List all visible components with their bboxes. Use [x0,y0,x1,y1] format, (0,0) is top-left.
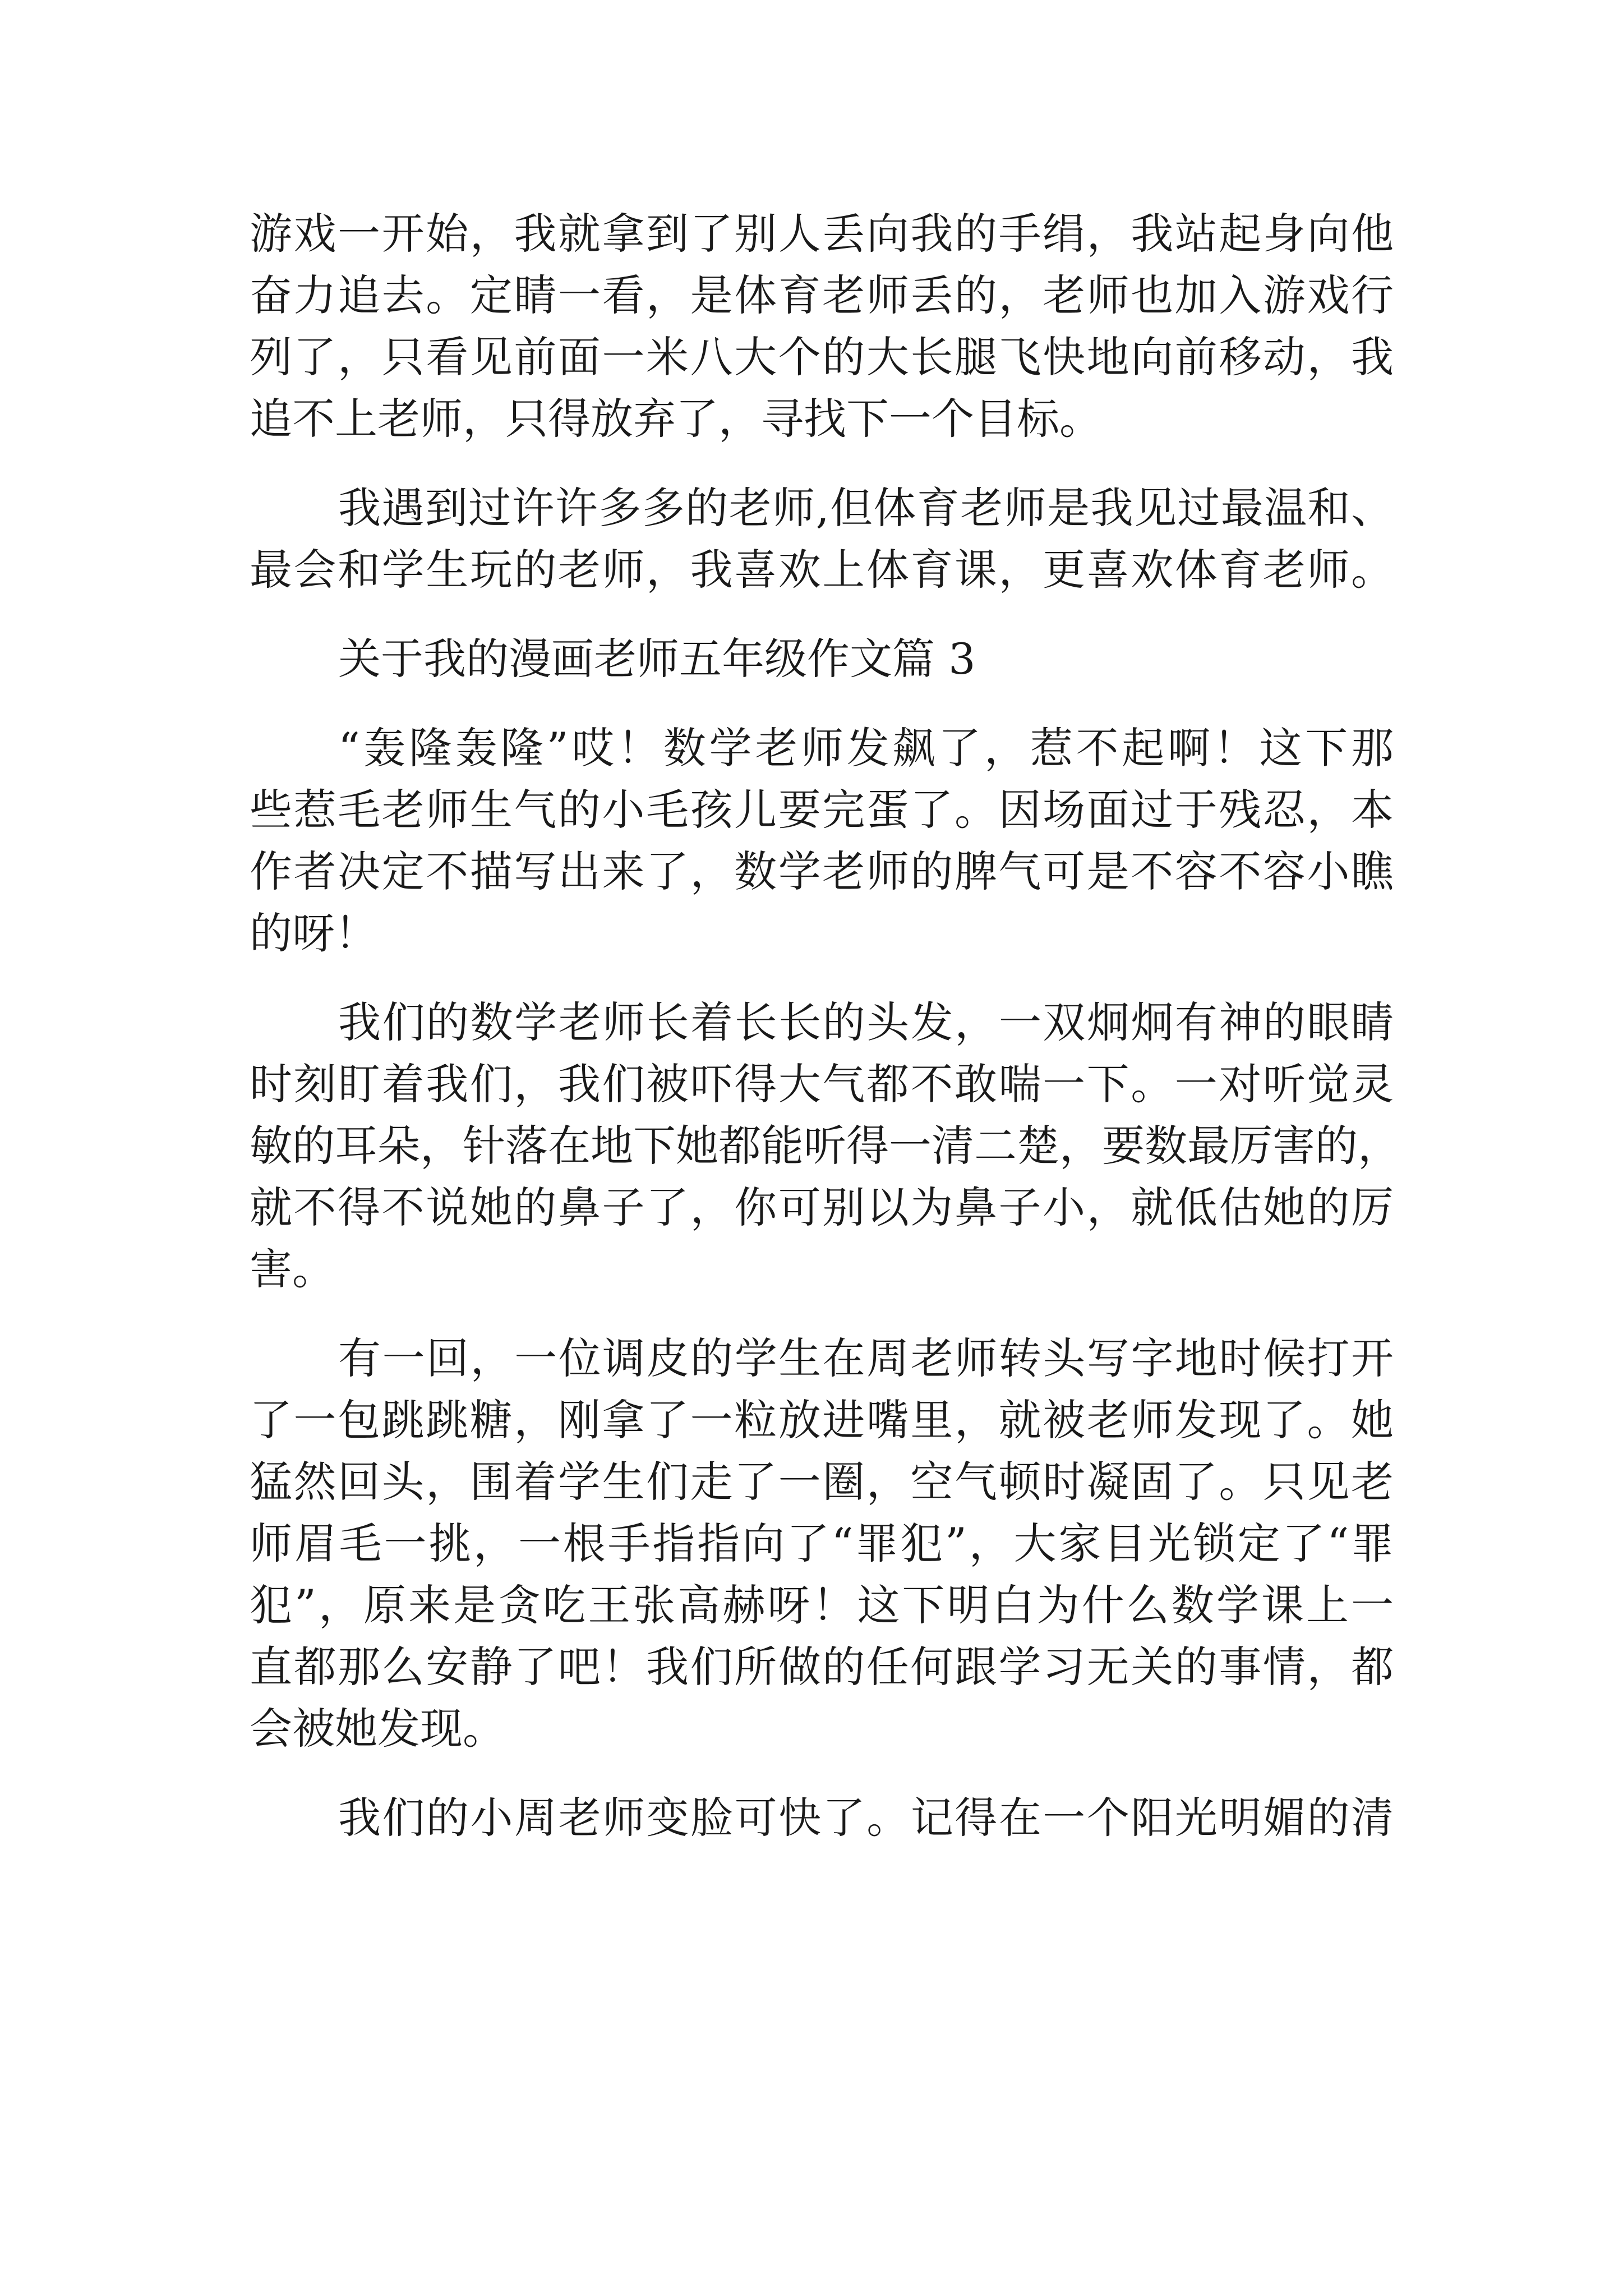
text-line: 奋力追去。定睛一看，是体育老师丢的，老师也加入游戏行 [250,270,1394,320]
document-page [250,203,1400,1849]
text-line: 最会和学生玩的老师，我喜欢上体育课，更喜欢体育老师。 [250,545,1394,595]
paragraph [250,717,1394,964]
text-line: 游戏一开始，我就拿到了别人丢向我的手绢，我站起身向他 [250,209,1394,259]
text-line: 害。 [250,1244,335,1294]
text-line: 列了，只看见前面一米八大个的大长腿飞快地向前移动，我 [250,332,1394,382]
text-line: 猛然回头，围着学生们走了一圈，空气顿时凝固了。只见老 [250,1457,1394,1507]
text-line: 些惹毛老师生气的小毛孩儿要完蛋了。因场面过于残忍，本 [250,785,1394,835]
text-line: 会被她发现。 [250,1704,505,1754]
text-line: 有一回，一位调皮的学生在周老师转头写字地时候打开 [338,1333,1394,1383]
paragraph [250,1787,1394,1849]
text-line: 敏的耳朵，针落在地下她都能听得一清二楚，要数最厉害的， [250,1121,1400,1171]
text-line: 我们的小周老师变脸可快了。记得在一个阳光明媚的清 [338,1793,1394,1843]
text-line: 了一包跳跳糖，刚拿了一粒放进嘴里，就被老师发现了。她 [250,1395,1394,1445]
heading-text: 关于我的漫画老师五年级作文篇 3 [338,634,976,684]
text-line: 就不得不说她的鼻子了，你可别以为鼻子小，就低估她的厉 [250,1182,1394,1232]
text-line: “轰隆轰隆”哎！数学老师发飙了，惹不起啊！这下那 [338,723,1394,773]
text-line: 时刻盯着我们，我们被吓得大气都不敢喘一下。一对听觉灵 [250,1059,1394,1109]
paragraph [250,203,1394,450]
text-line: 我遇到过许许多多的老师,但体育老师是我见过最温和、 [338,483,1394,533]
text-line: 师眉毛一挑，一根手指指向了“罪犯”，大家目光锁定了“罪 [250,1519,1394,1568]
text-line: 的呀！ [250,908,377,958]
text-line: 犯”，原来是贪吃王张高赫呀！这下明白为什么数学课上一 [250,1580,1394,1630]
text-line: 作者决定不描写出来了，数学老师的脾气可是不容不容小瞧 [250,846,1394,896]
paragraph [250,1328,1394,1760]
text-line: 追不上老师，只得放弃了，寻找下一个目标。 [250,394,1102,444]
section-heading [250,628,1394,690]
paragraph [250,477,1394,601]
text-line: 直都那么安静了吧！我们所做的任何跟学习无关的事情，都 [250,1642,1394,1692]
paragraph [250,992,1400,1300]
text-line: 我们的数学老师长着长长的头发，一双炯炯有神的眼睛 [338,997,1394,1047]
